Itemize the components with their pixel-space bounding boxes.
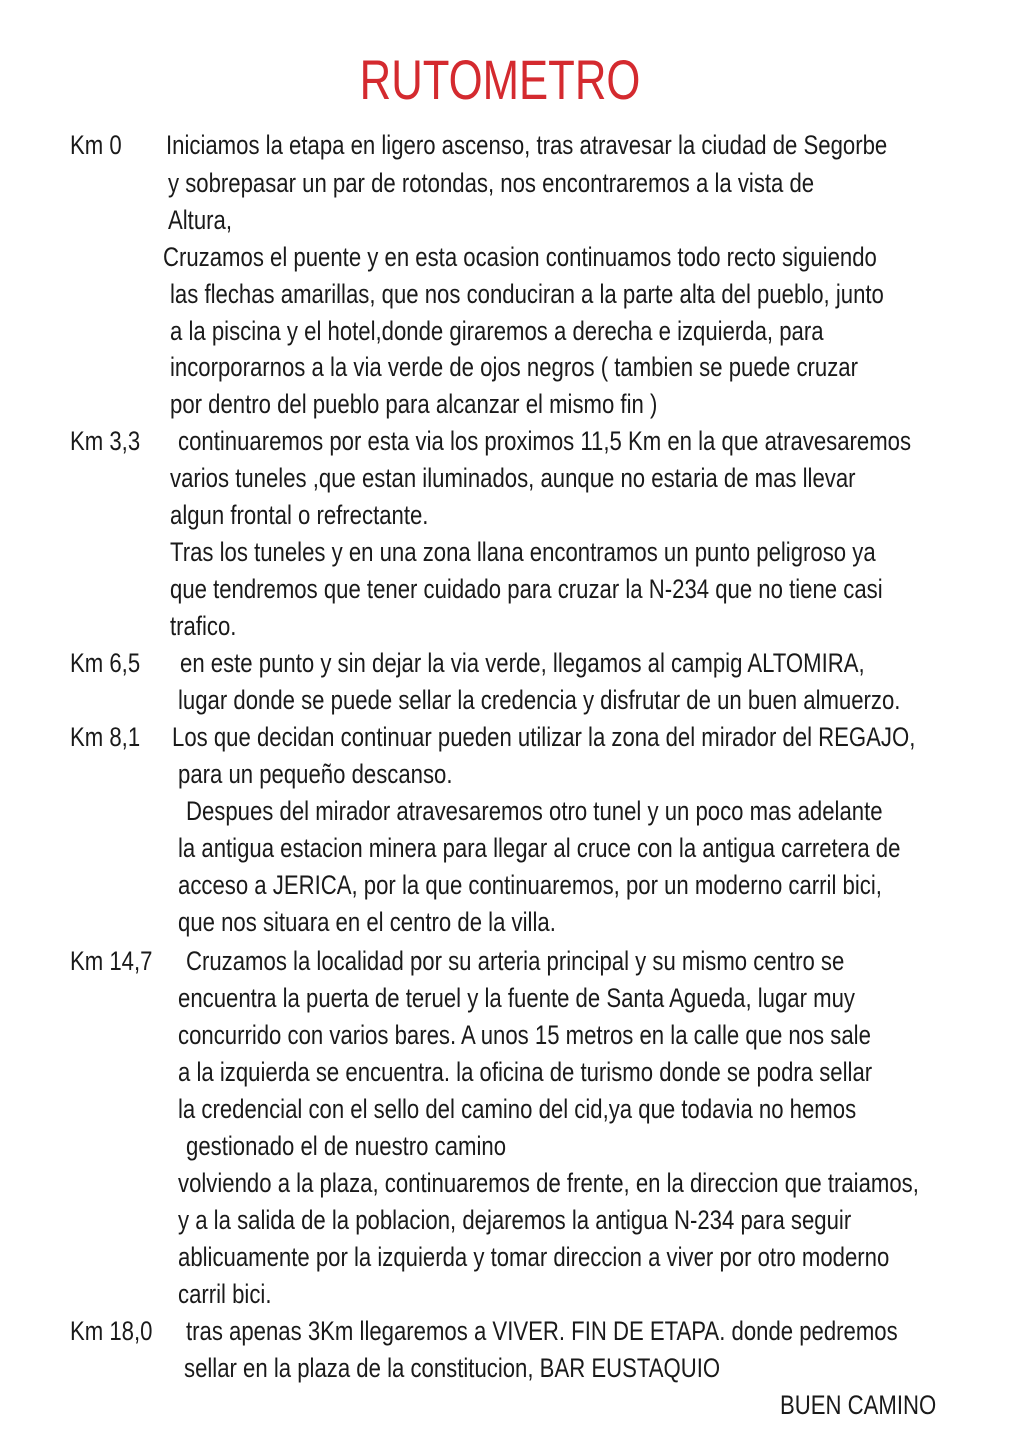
text-line: la antigua estacion minera para llegar al cruce con la antigua carretera de — [178, 833, 901, 863]
text-line: Cruzamos la localidad por su arteria principal y su mismo centro se — [186, 946, 845, 976]
text-line: Despues del mirador atravesaremos otro tunel y un poco mas adelante — [186, 796, 883, 826]
text-line: para un pequeño descanso. — [178, 759, 453, 789]
text-line: encuentra la puerta de teruel y la fuente de Santa Agueda, lugar muy — [178, 983, 855, 1013]
km-marker: Km 0 — [70, 130, 122, 160]
text-line: por dentro del pueblo para alcanzar el mismo fin ) — [170, 389, 658, 419]
text-line: tras apenas 3Km llegaremos a VIVER. FIN DE ETAPA. donde pedremos — [186, 1316, 898, 1346]
text-line: las flechas amarillas, que nos conduciran a la parte alta del pueblo, junto — [170, 279, 884, 309]
text-line: Altura, — [168, 205, 232, 235]
text-line: acceso a JERICA, por la que continuaremos, por un moderno carril bici, — [178, 870, 882, 900]
text-line: lugar donde se puede sellar la credencia y disfrutar de un buen almuerzo. — [178, 685, 901, 715]
text-line: a la izquierda se encuentra. la oficina de turismo donde se podra sellar — [178, 1057, 873, 1087]
text-line: varios tuneles ,que estan iluminados, aunque no estaria de mas llevar — [170, 463, 856, 493]
text-line: y sobrepasar un par de rotondas, nos encontraremos a la vista de — [168, 168, 815, 198]
km-marker: Km 3,3 — [70, 426, 141, 456]
text-line: la credencial con el sello del camino del cid,ya que todavia no hemos — [178, 1094, 857, 1124]
text-line: Cruzamos el puente y en esta ocasion continuamos todo recto siguiendo — [163, 242, 877, 272]
text-line: en este punto y sin dejar la via verde, llegamos al campig ALTOMIRA, — [180, 648, 865, 678]
text-line: ablicuamente por la izquierda y tomar direccion a viver por otro moderno — [178, 1242, 890, 1272]
text-line: y a la salida de la poblacion, dejaremos la antigua N-234 para seguir — [178, 1205, 852, 1235]
text-line: Iniciamos la etapa en ligero ascenso, tras atravesar la ciudad de Segorbe — [166, 130, 888, 160]
closing-text: BUEN CAMINO — [780, 1390, 937, 1420]
text-line: gestionado el de nuestro camino — [186, 1131, 507, 1161]
text-line: Tras los tuneles y en una zona llana encontramos un punto peligroso ya — [170, 537, 876, 567]
km-marker: Km 8,1 — [70, 722, 141, 752]
text-line: concurrido con varios bares. A unos 15 metros en la calle que nos sale — [178, 1020, 871, 1050]
text-line: carril bici. — [178, 1279, 272, 1309]
text-line: que nos situara en el centro de la villa. — [178, 907, 556, 937]
text-line: Los que decidan continuar pueden utilizar la zona del mirador del REGAJO, — [172, 722, 916, 752]
text-line: incorporarnos a la via verde de ojos negros ( tambien se puede cruzar — [170, 352, 858, 382]
text-line: trafico. — [170, 611, 237, 641]
km-marker: Km 14,7 — [70, 946, 153, 976]
km-marker: Km 18,0 — [70, 1316, 153, 1346]
text-line: que tendremos que tener cuidado para cruzar la N-234 que no tiene casi — [170, 574, 883, 604]
text-line: volviendo a la plaza, continuaremos de frente, en la direccion que traiamos, — [178, 1168, 919, 1198]
text-line: continuaremos por esta via los proximos 11,5 Km en la que atravesaremos — [178, 426, 912, 456]
page-title: RUTOMETRO — [359, 48, 641, 111]
text-line: a la piscina y el hotel,donde giraremos a derecha e izquierda, para — [170, 316, 824, 346]
km-marker: Km 6,5 — [70, 648, 141, 678]
text-line: algun frontal o refrectante. — [170, 500, 429, 530]
text-line: sellar en la plaza de la constitucion, BAR EUSTAQUIO — [184, 1353, 721, 1383]
